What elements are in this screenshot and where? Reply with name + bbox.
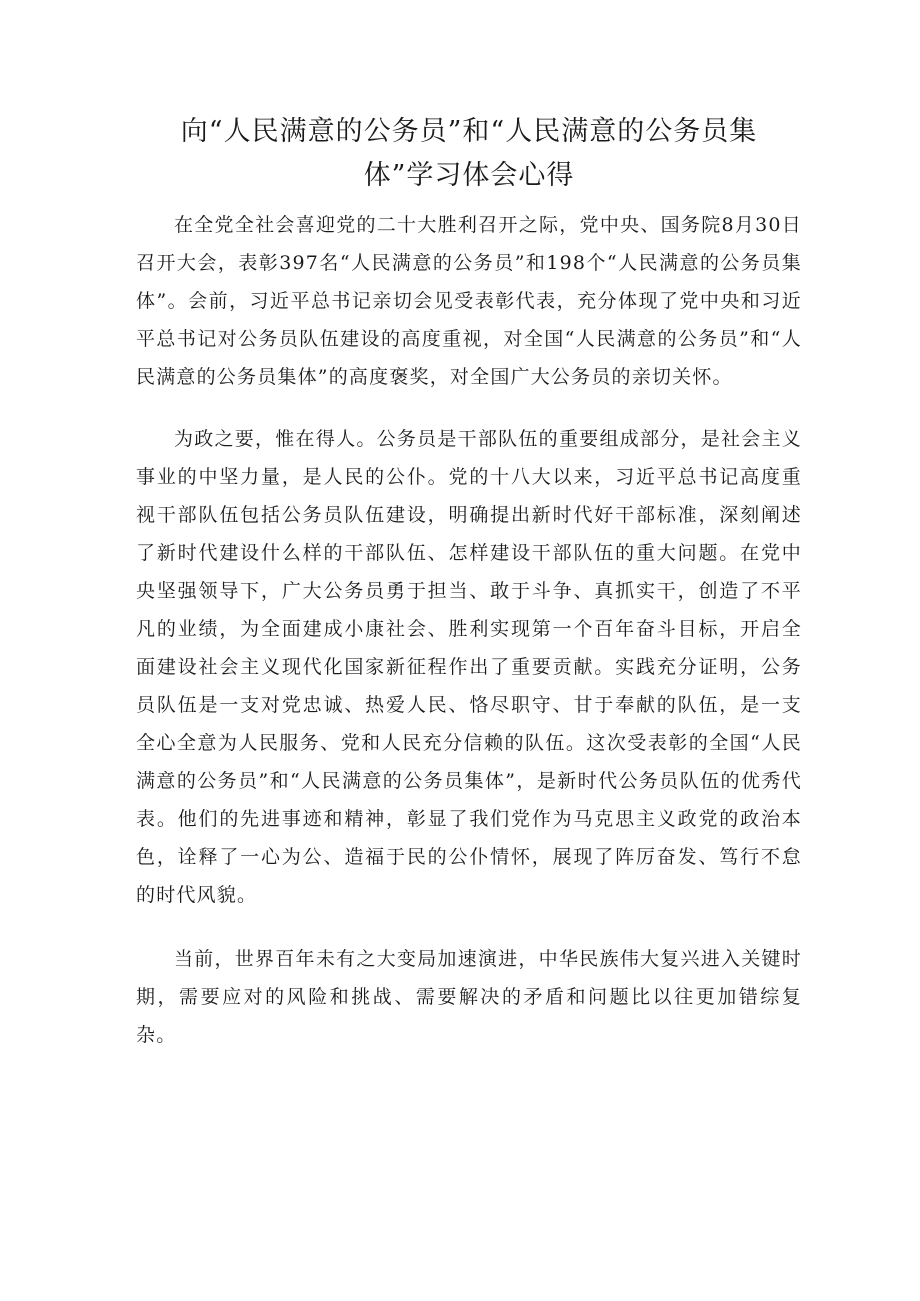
paragraph-3: 当前，世界百年未有之大变局加速演进，中华民族伟大复兴进入关键时期，需要应对的风险和挑战、需要解决的矛盾和问题比以往更加错综复杂。 — [136, 948, 802, 1046]
paragraph-1: 在全党全社会喜迎党的二十大胜利召开之际，党中央、国务院8月30日召开大会，表彰397名“人民满意的公务员”和198个“人民满意的公务员集体”。会前，习近平总书记亲切会见受表彰代表，充分体现了党中央和习近平总书记对公务员队伍建设的高度重视，对全国“人民满意的公务员”和“人民满意的公务员集体”的高度褒奖，对全国广大公务员的亲切关怀。 — [136, 214, 802, 388]
document-page — [136, 0, 802, 1054]
document-title — [136, 0, 802, 198]
title-line-1: 向“人民满意的公务员”和“人民满意的公务员集 — [180, 116, 758, 147]
title-line-2: 体”学习体会心得 — [363, 160, 575, 191]
paragraph-2: 为政之要，惟在得人。公务员是干部队伍的重要组成部分，是社会主义事业的中坚力量，是人民的公仆。党的十八大以来，习近平总书记高度重视干部队伍包括公务员队伍建设，明确提出新时代好干部标准，深刻阐述了新时代建设什么样的干部队伍、怎样建设干部队伍的重大问题。在党中央坚强领导下，广大公务员勇于担当、敢于斗争、真抓实干，创造了不平凡的业绩，为全面建成小康社会、胜利实现第一个百年奋斗目标，开启全面建设社会主义现代化国家新征程作出了重要贡献。实践充分证明，公务员队伍是一支对党忠诚、热爱人民、恪尽职守、甘于奉献的队伍，是一支全心全意为人民服务、党和人民充分信赖的队伍。这次受表彰的全国“人民满意的公务员”和“人民满意的公务员集体”，是新时代公务员队伍的优秀代表。他们的先进事迹和精神，彰显了我们党作为马克思主义政党的政治本色，诠释了一心为公、造福于民的公仆情怀，展现了阵厉奋发、笃行不怠的时代风貌。 — [136, 428, 802, 906]
